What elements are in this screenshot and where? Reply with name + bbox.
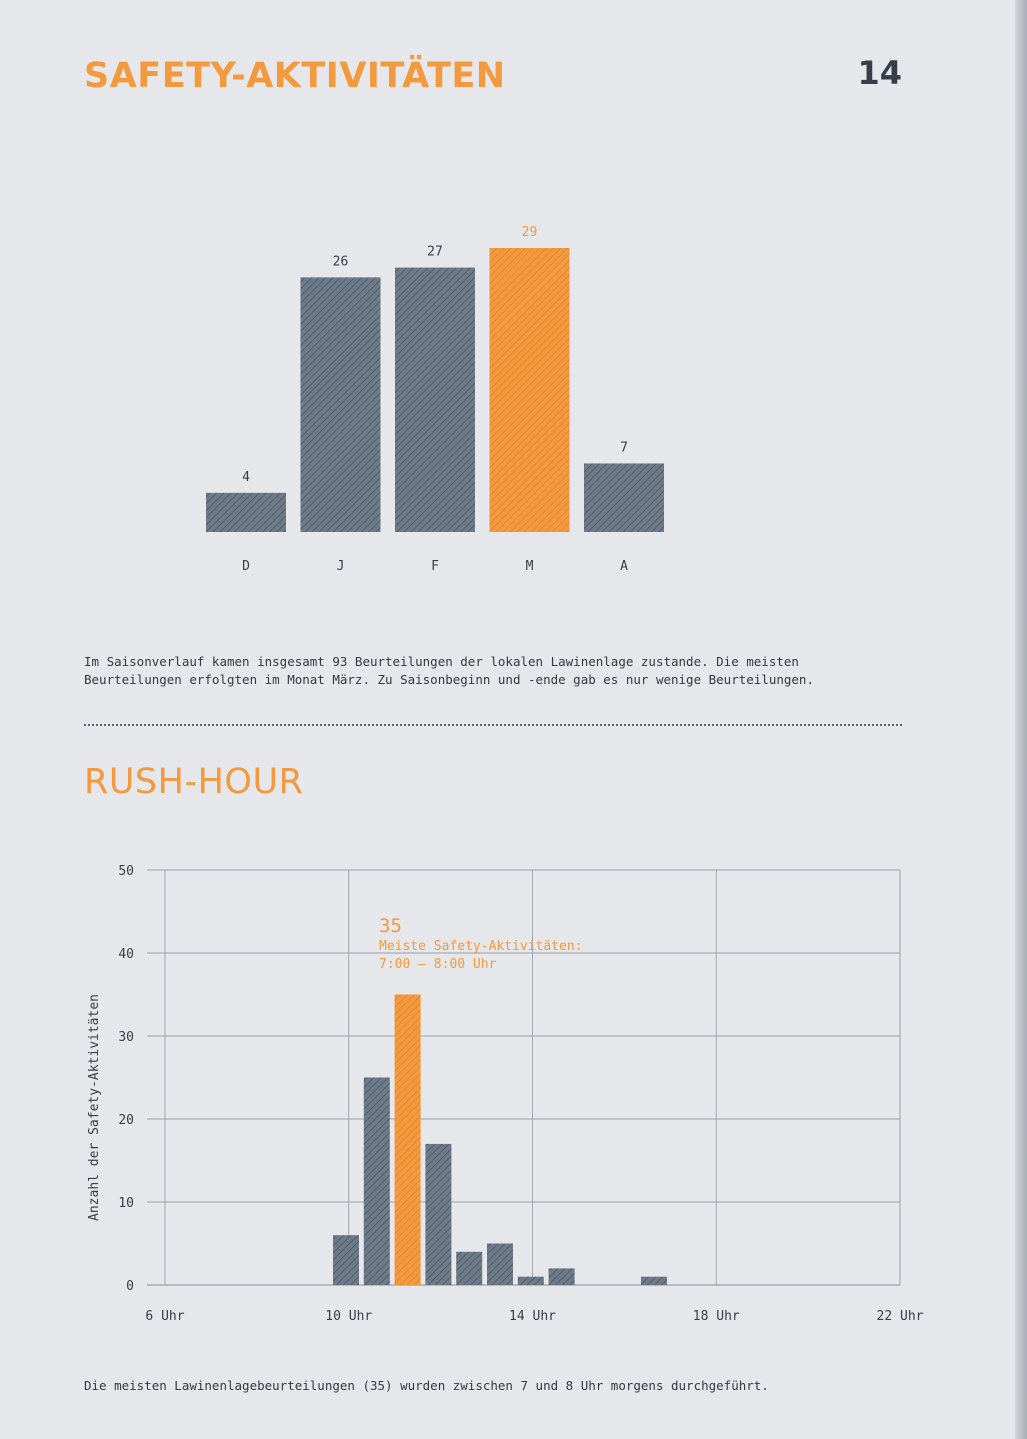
y-tick-label: 40 bbox=[118, 947, 134, 962]
x-tick-label: 6 Uhr bbox=[145, 1309, 185, 1324]
hour-bar bbox=[425, 1144, 451, 1285]
category-label: M bbox=[525, 559, 534, 574]
x-tick-label: 10 Uhr bbox=[325, 1309, 373, 1324]
page-number: 14 bbox=[857, 54, 902, 92]
y-tick-label: 0 bbox=[126, 1279, 134, 1294]
bar-D bbox=[206, 493, 286, 532]
hour-bar bbox=[549, 1268, 575, 1285]
annotation-line-2: 7:00 – 8:00 Uhr bbox=[379, 957, 497, 972]
rush-hour-description: Die meisten Lawinenlagebeurteilungen (35) wurden zwischen 7 und 8 Uhr morgens durchgeführt. bbox=[84, 1378, 769, 1393]
x-tick-label: 18 Uhr bbox=[692, 1309, 740, 1324]
hour-bar bbox=[518, 1277, 544, 1285]
season-description-line-2: Beurteilungen erfolgten im Monat März. Zu Saisonbeginn und -ende gab es nur wenige Beurteilungen. bbox=[84, 672, 814, 687]
hour-bar bbox=[364, 1078, 390, 1286]
bar-A bbox=[584, 463, 664, 532]
page-edge-shadow bbox=[1015, 0, 1027, 1439]
x-tick-label: 14 Uhr bbox=[509, 1309, 556, 1324]
monthly-bar-chart bbox=[0, 200, 800, 600]
y-tick-label: 30 bbox=[118, 1030, 134, 1045]
bar-F bbox=[395, 268, 475, 532]
y-tick-label: 20 bbox=[118, 1113, 134, 1128]
bar-value-label: 27 bbox=[427, 244, 443, 260]
hour-bar bbox=[456, 1252, 482, 1285]
x-tick-label: 22 Uhr bbox=[876, 1309, 924, 1324]
bar-value-label: 7 bbox=[620, 440, 628, 456]
bar-value-label: 4 bbox=[242, 469, 250, 485]
y-tick-label: 50 bbox=[118, 864, 134, 879]
bar-M bbox=[490, 248, 570, 532]
category-label: F bbox=[431, 559, 439, 574]
hour-bar bbox=[333, 1235, 359, 1285]
category-label: J bbox=[336, 559, 345, 574]
rush-hour-title: RUSH-HOUR bbox=[84, 762, 304, 802]
category-label: D bbox=[242, 559, 250, 574]
bar-value-label: 29 bbox=[521, 225, 538, 240]
season-description bbox=[84, 653, 944, 689]
season-description-line-1: Im Saisonverlauf kamen insgesamt 93 Beurteilungen der lokalen Lawinenlage zustande. Die meisten bbox=[84, 654, 799, 669]
hour-bar bbox=[487, 1244, 513, 1286]
category-label: A bbox=[620, 559, 628, 574]
section-divider bbox=[84, 724, 902, 726]
bar-J bbox=[301, 277, 381, 532]
annotation-value: 35 bbox=[379, 915, 402, 937]
y-tick-label: 10 bbox=[118, 1196, 134, 1211]
y-axis-label: Anzahl der Safety-Aktivitäten bbox=[87, 994, 102, 1221]
hour-bar bbox=[395, 995, 421, 1286]
page-title: SAFETY-AKTIVITÄTEN bbox=[84, 56, 506, 96]
bar-value-label: 26 bbox=[332, 254, 349, 270]
annotation-line-1: Meiste Safety-Aktivitäten: bbox=[379, 939, 583, 954]
rush-hour-bar-chart bbox=[0, 850, 1000, 1340]
hour-bar bbox=[641, 1277, 667, 1285]
